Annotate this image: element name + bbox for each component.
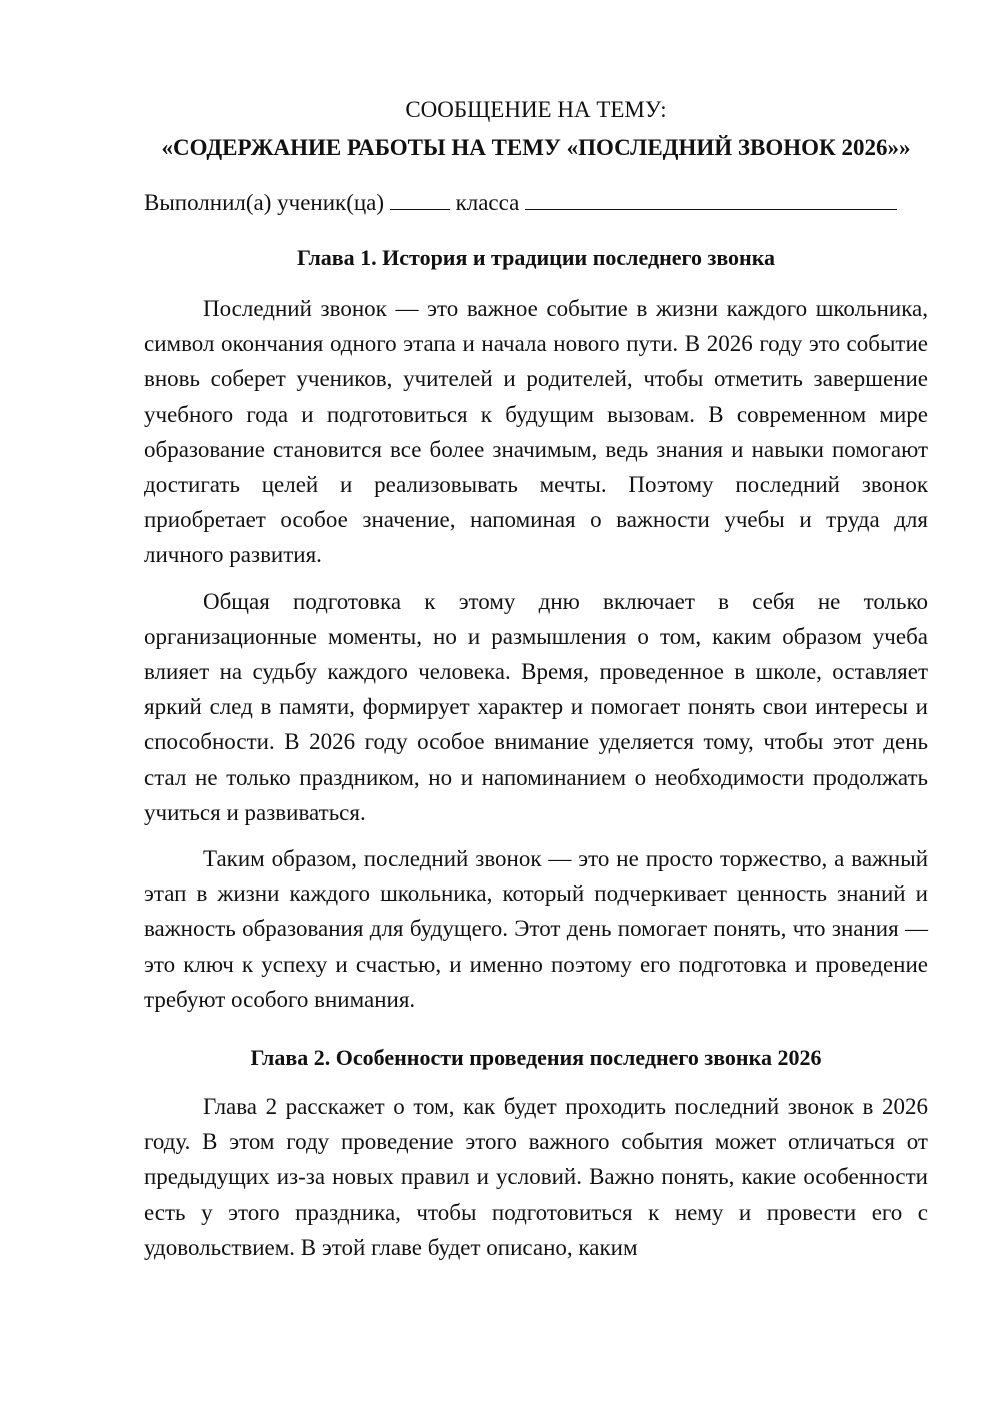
class-label: класса <box>455 190 520 215</box>
chapter1-paragraph-1: Последний звонок — это важное событие в жизни каждого школьника, символ окончания одного этапа и начала нового пути. В 2026 году это событие вновь соберет учеников, учителей и родителей, чтобы отметить завершение учебного года и подготовиться к будущим вызовам. В современном мире образование становится все более значимым, ведь знания и навыки помогают достигать целей и реализовывать мечты. Поэтому последний звонок приобретает особое значение, напоминая о важности учебы и труда для личного развития. <box>144 296 928 568</box>
chapter1-paragraph-3: Таким образом, последний звонок — это не просто торжество, а важный этап в жизни каждого школьника, который подчеркивает ценность знаний и важность образования для будущего. Этот день помогает понять, что знания — это ключ к успеху и счастью, и именно поэтому его подготовка и проведение требуют особого внимания. <box>144 846 928 1012</box>
document-title-main: «СОДЕРЖАНИЕ РАБОТЫ НА ТЕМУ «ПОСЛЕДНИЙ ЗВОНОК 2026»» <box>161 135 911 160</box>
chapter2-heading: Глава 2. Особенности проведения последнего звонка 2026 <box>250 1045 822 1071</box>
chapter1-heading: Глава 1. История и традиции последнего звонка <box>296 245 776 270</box>
chapter1-paragraph-2: Общая подготовка к этому дню включает в себя не только организационные моменты, но и размышления о том, каким образом учеба влияет на судьбу каждого человека. Время, проведенное в школе, оставляет яркий след в памяти, формирует характер и помогает понять свои интересы и способности. В 2026 году особое внимание уделяется тому, чтобы этот день стал не только праздником, но и напоминанием о необходимости продолжать учиться и развиваться. <box>144 588 928 825</box>
student-name-blank <box>525 189 897 210</box>
chapter2-paragraph-1: Глава 2 расскажет о том, как будет проходить последний звонок в 2026 году. В этом году проведение этого важного события может отличаться от предыдущих из-за новых правил и условий. Важно понять, какие особенности есть у этого праздника, чтобы подготовиться к нему и провести его с удовольствием. В этой главе будет описано, каким <box>144 1094 928 1260</box>
author-line <box>144 185 928 220</box>
author-prefix: Выполнил(а) ученик(ца) <box>144 190 385 215</box>
class-number-blank <box>390 189 450 210</box>
document-title-line1: СООБЩЕНИЕ НА ТЕМУ: <box>405 97 667 122</box>
document-content <box>144 92 928 1265</box>
